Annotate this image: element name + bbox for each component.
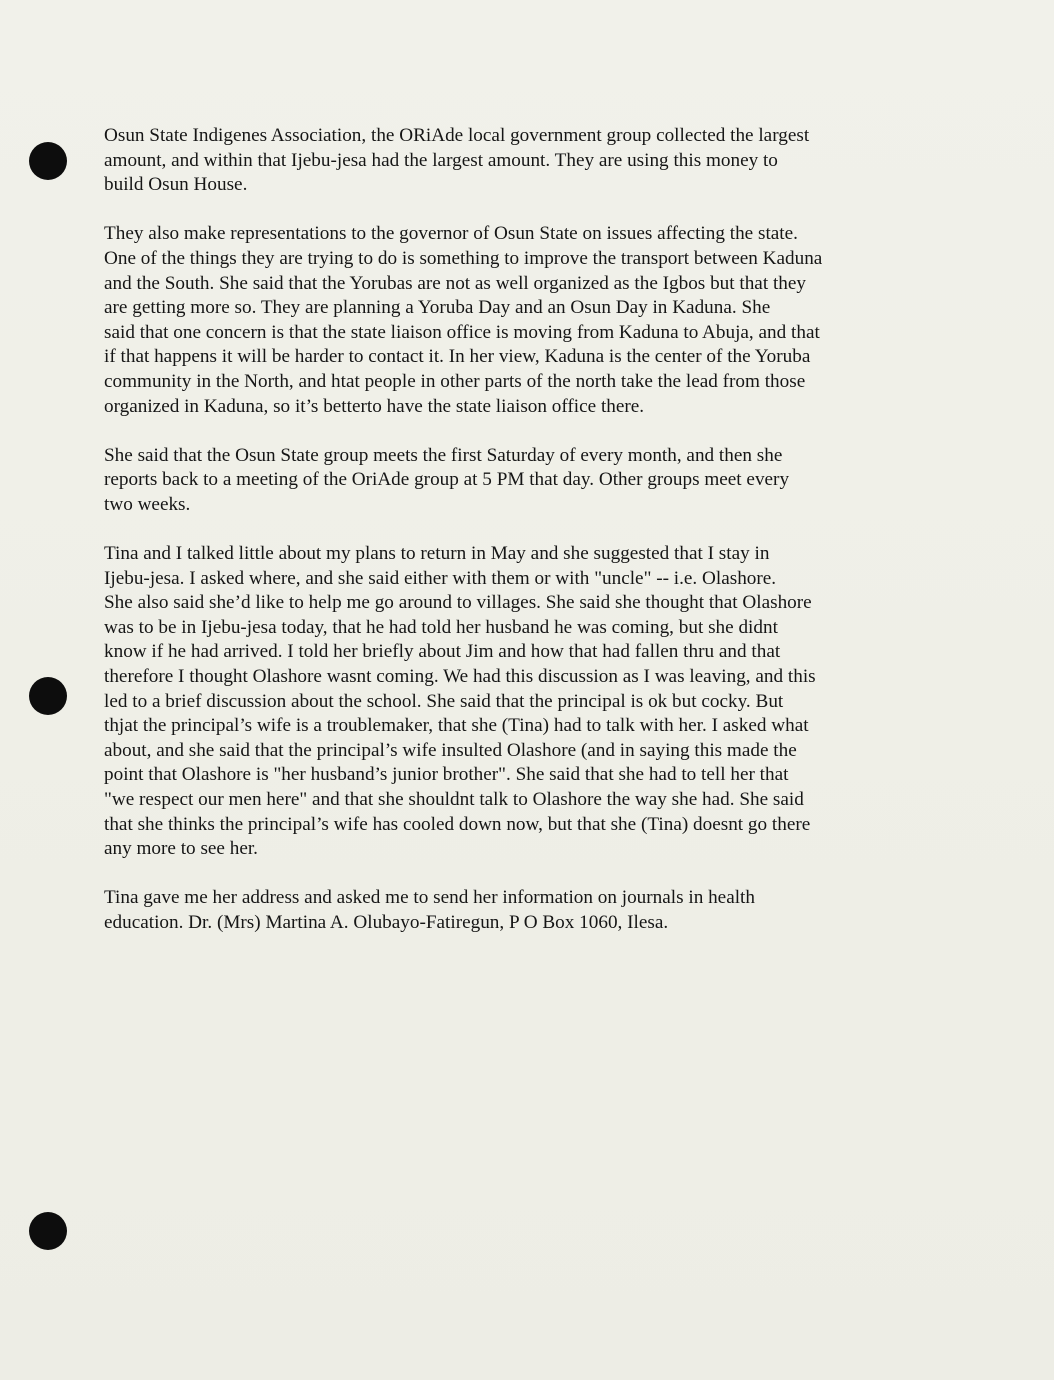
text-line: know if he had arrived. I told her briefly about Jim and how that had fallen thru and that [104, 641, 781, 663]
text-line: thjat the principal’s wife is a troublemaker, that she (Tina) had to talk with her. I asked what [104, 715, 809, 737]
punch-hole-top [29, 142, 67, 180]
text-line: if that happens it will be harder to contact it. In her view, Kaduna is the center of the Yoruba [104, 346, 811, 368]
text-line: point that Olashore is "her husband’s junior brother". She said that she had to tell her that [104, 764, 789, 786]
punch-hole-middle [29, 677, 67, 715]
paragraph-3 [104, 444, 934, 518]
paragraph-5 [104, 886, 934, 935]
text-line: that she thinks the principal’s wife has cooled down now, but that she (Tina) doesnt go there [104, 813, 811, 835]
text-line: She also said she’d like to help me go around to villages. She said she thought that Olashore [104, 592, 812, 614]
text-line: They also make representations to the governor of Osun State on issues affecting the state. [104, 223, 798, 245]
text-line: Ijebu-jesa. I asked where, and she said either with them or with "uncle" -- i.e. Olashore. [104, 567, 777, 589]
text-line: are getting more so. They are planning a Yoruba Day and an Osun Day in Kaduna. She [104, 297, 771, 319]
text-line: about, and she said that the principal’s wife insulted Olashore (and in saying this made the [104, 739, 797, 761]
text-line: reports back to a meeting of the OriAde group at 5 PM that day. Other groups meet every [104, 469, 790, 491]
text-line: Osun State Indigenes Association, the ORiAde local government group collected the largest [104, 125, 810, 146]
text-line: Tina gave me her address and asked me to send her information on journals in health [104, 887, 755, 909]
text-line: was to be in Ijebu-jesa today, that he had told her husband he was coming, but she didnt [104, 616, 778, 638]
text-line: build Osun House. [104, 174, 248, 196]
paragraph-1 [104, 124, 934, 198]
text-line: Tina and I talked little about my plans to return in May and she suggested that I stay in [104, 543, 770, 565]
text-line: led to a brief discussion about the school. She said that the principal is ok but cocky. But [104, 690, 784, 712]
text-line: education. Dr. (Mrs) Martina A. Olubayo-Fatiregun, P O Box 1060, Ilesa. [104, 912, 669, 933]
punch-hole-bottom [29, 1212, 67, 1250]
text-line: "we respect our men here" and that she shouldnt talk to Olashore the way she had. She said [104, 789, 804, 811]
text-line: two weeks. [104, 493, 191, 515]
text-line: and the South. She said that the Yorubas are not as well organized as the Igbos but that they [104, 272, 806, 294]
text-line: therefore I thought Olashore wasnt coming. We had this discussion as I was leaving, and this [104, 666, 816, 688]
text-line: organized in Kaduna, so it’s betterto have the state liaison office there. [104, 395, 645, 417]
text-line: She said that the Osun State group meets the first Saturday of every month, and then she [104, 444, 783, 466]
paragraph-4 [104, 542, 934, 862]
text-line: amount, and within that Ijebu-jesa had the largest amount. They are using this money to [104, 149, 778, 171]
text-line: community in the North, and htat people in other parts of the north take the lead from those [104, 370, 806, 392]
document-body [104, 124, 934, 960]
paragraph-2 [104, 222, 934, 419]
text-line: any more to see her. [104, 838, 258, 860]
text-line: said that one concern is that the state liaison office is moving from Kaduna to Abuja, and that [104, 321, 820, 343]
text-line: One of the things they are trying to do is something to improve the transport between Kaduna [104, 247, 823, 269]
